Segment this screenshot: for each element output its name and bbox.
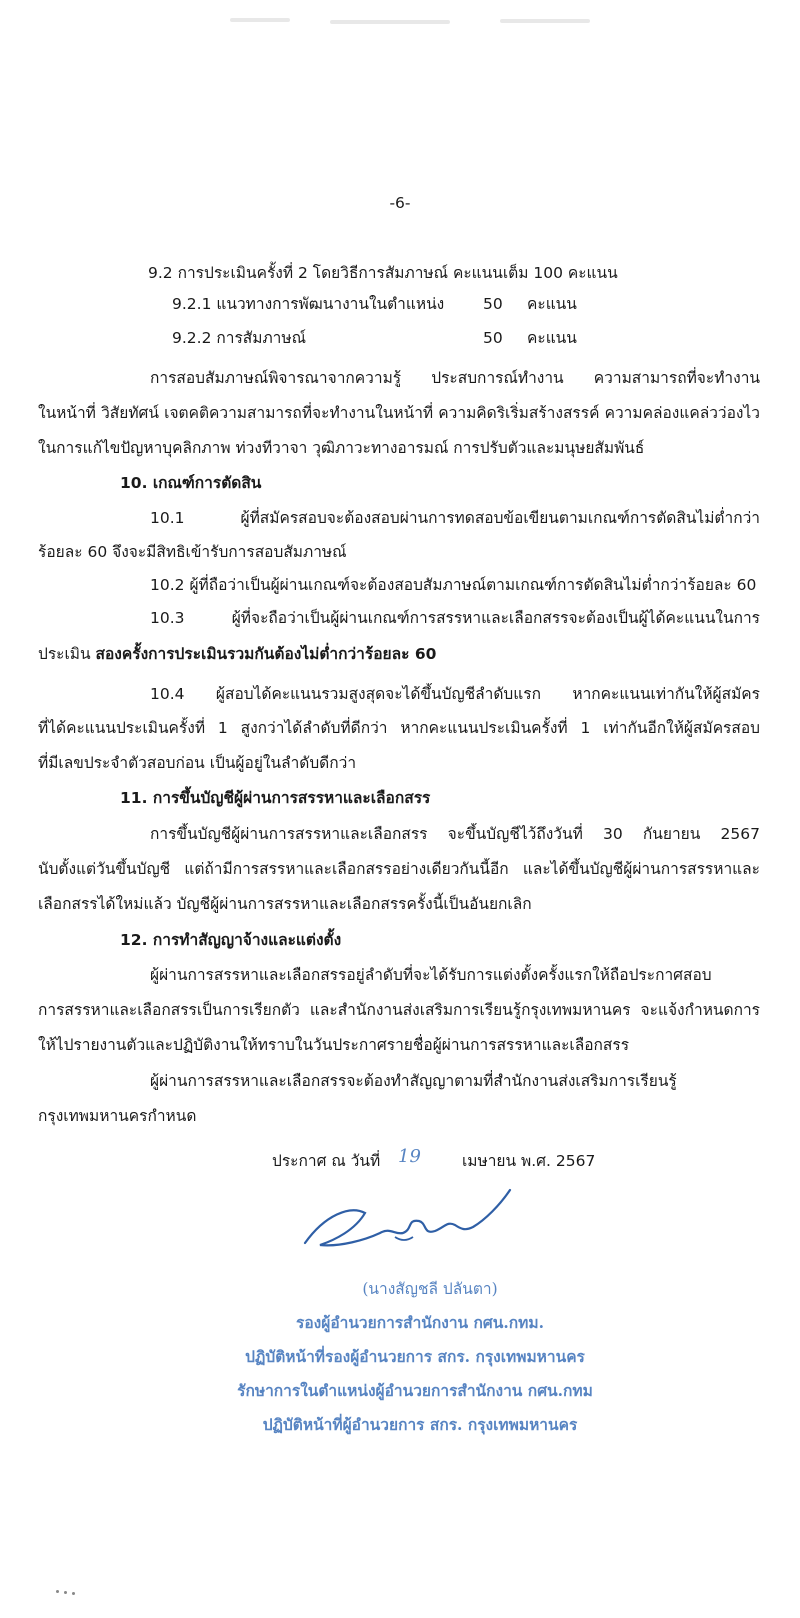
- signer-position-line: รองผู้อำนวยการสำนักงาน กศน.กทม.: [296, 1313, 544, 1332]
- signer-name: (นางสัญชลี ปลันตา): [362, 1280, 498, 1298]
- criteria-10-1-line: 10.1 ผู้ที่สมัครสอบจะต้องสอบผ่านการทดสอบข้อเขียนตามเกณฑ์การตัดสินไม่ต่ำกว่า: [150, 509, 760, 527]
- scan-dot: [64, 1591, 67, 1594]
- interview-paragraph-line: การสอบสัมภาษณ์พิจารณาจากความรู้ ประสบการณ์ทำงาน ความสามารถที่จะทำงาน: [150, 369, 760, 387]
- list-period-line: การขึ้นบัญชีผู้ผ่านการสรรหาและเลือกสรร จะขึ้นบัญชีไว้ถึงวันที่ 30 กันยายน 2567: [150, 825, 760, 843]
- list-period-line: นับตั้งแต่วันขึ้นบัญชี แต่ถ้ามีการสรรหาและเลือกสรรอย่างเดียวกันนี้อีก และได้ขึ้นบัญชีผู้ผ่านการสรรหาและ: [38, 860, 760, 878]
- criteria-10-1-line: ร้อยละ 60 จึงจะมีสิทธิเข้ารับการสอบสัมภาษณ์: [38, 543, 347, 561]
- section-11-heading: 11. การขึ้นบัญชีผู้ผ่านการสรรหาและเลือกสรร: [120, 789, 431, 807]
- section-9-2-title: 9.2 การประเมินครั้งที่ 2 โดยวิธีการสัมภาษณ์ คะแนนเต็ม 100 คะแนน: [148, 264, 618, 282]
- signer-position-line: รักษาการในตำแหน่งผู้อำนวยการสำนักงาน กศน.กทม: [237, 1381, 593, 1400]
- announce-suffix: เมษายน พ.ศ. 2567: [462, 1152, 596, 1170]
- criteria-10-3-line: 10.3 ผู้ที่จะถือว่าเป็นผู้ผ่านเกณฑ์การสรรหาและเลือกสรรจะต้องเป็นผู้ได้คะแนนในการ: [150, 609, 760, 627]
- interview-paragraph-line: ในหน้าที่ วิสัยทัศน์ เจตคติความสามารถที่จะทำงานในหน้าที่ ความคิดริเริ่มสร้างสรรค์ ความคล่องแคล่วว่องไว: [38, 404, 760, 422]
- signer-position-line: ปฏิบัติหน้าที่ผู้อำนวยการ สกร. กรุงเทพมหานคร: [262, 1415, 578, 1434]
- section-10-heading: 10. เกณฑ์การตัดสิน: [120, 474, 262, 492]
- announce-day-handwritten: 19: [398, 1146, 421, 1167]
- announce-prefix: ประกาศ ณ วันที่: [272, 1152, 381, 1170]
- item-9-2-1-label: 9.2.1 แนวทางการพัฒนางานในตำแหน่ง: [172, 295, 445, 313]
- item-9-2-1-unit: คะแนน: [527, 295, 577, 313]
- scan-artifact: [330, 20, 450, 24]
- criteria-10-4-line: 10.4 ผู้สอบได้คะแนนรวมสูงสุดจะได้ขึ้นบัญชีลำดับแรก หากคะแนนเท่ากันให้ผู้สมัคร: [150, 685, 760, 703]
- criteria-10-3-text: ประเมิน: [38, 645, 96, 663]
- list-period-line: เลือกสรรได้ใหม่แล้ว บัญชีผู้ผ่านการสรรหาและเลือกสรรครั้งนี้เป็นอันยกเลิก: [38, 895, 532, 913]
- page-number: -6-: [389, 194, 411, 212]
- scan-dot: [72, 1592, 75, 1595]
- interview-paragraph-line: ในการแก้ไขปัญหาบุคลิกภาพ ท่วงทีวาจา วุฒิภาวะทางอารมณ์ การปรับตัวและมนุษยสัมพันธ์: [38, 439, 645, 457]
- scan-artifact: [230, 18, 290, 22]
- criteria-10-2: 10.2 ผู้ที่ถือว่าเป็นผู้ผ่านเกณฑ์จะต้องสอบสัมภาษณ์ตามเกณฑ์การตัดสินไม่ต่ำกว่าร้อยละ 60: [150, 576, 757, 594]
- contract-line: ผู้ผ่านการสรรหาและเลือกสรรอยู่ลำดับที่จะได้รับการแต่งตั้งครั้งแรกให้ถือประกาศสอบ: [150, 966, 712, 984]
- criteria-10-4-line: ที่ได้คะแนนประเมินครั้งที่ 1 สูงกว่าได้ลำดับที่ดีกว่า หากคะแนนประเมินครั้งที่ 1 เท่ากันอีกให้ผู้สมัครสอบ: [38, 719, 760, 737]
- contract-line: ให้ไปรายงานตัวและปฏิบัติงานให้ทราบในวันประกาศรายชื่อผู้ผ่านการสรรหาและเลือกสรร: [38, 1036, 630, 1054]
- contract-line: ผู้ผ่านการสรรหาและเลือกสรรจะต้องทำสัญญาตามที่สำนักงานส่งเสริมการเรียนรู้: [150, 1072, 677, 1090]
- item-9-2-2-label: 9.2.2 การสัมภาษณ์: [172, 329, 306, 347]
- criteria-10-3-emphasis: สองครั้งการประเมินรวมกันต้องไม่ต่ำกว่าร้อยละ 60: [95, 645, 437, 663]
- scan-dot: [56, 1590, 59, 1593]
- section-12-heading: 12. การทำสัญญาจ้างและแต่งตั้ง: [120, 931, 342, 949]
- criteria-10-3-line: [38, 643, 436, 665]
- item-9-2-1-score: 50: [483, 295, 503, 313]
- scan-artifact: [500, 19, 590, 23]
- contract-line: กรุงเทพมหานครกำหนด: [38, 1107, 197, 1125]
- item-9-2-2-score: 50: [483, 329, 503, 347]
- handwritten-signature: [295, 1185, 525, 1265]
- signer-position-line: ปฏิบัติหน้าที่รองผู้อำนวยการ สกร. กรุงเทพมหานคร: [245, 1347, 585, 1366]
- contract-line: การสรรหาและเลือกสรรเป็นการเรียกตัว และสำนักงานส่งเสริมการเรียนรู้กรุงเทพมหานคร จะแจ้งกำหนดการ: [38, 1001, 760, 1019]
- item-9-2-2-unit: คะแนน: [527, 329, 577, 347]
- criteria-10-4-line: ที่มีเลขประจำตัวสอบก่อน เป็นผู้อยู่ในลำดับดีกว่า: [38, 754, 357, 772]
